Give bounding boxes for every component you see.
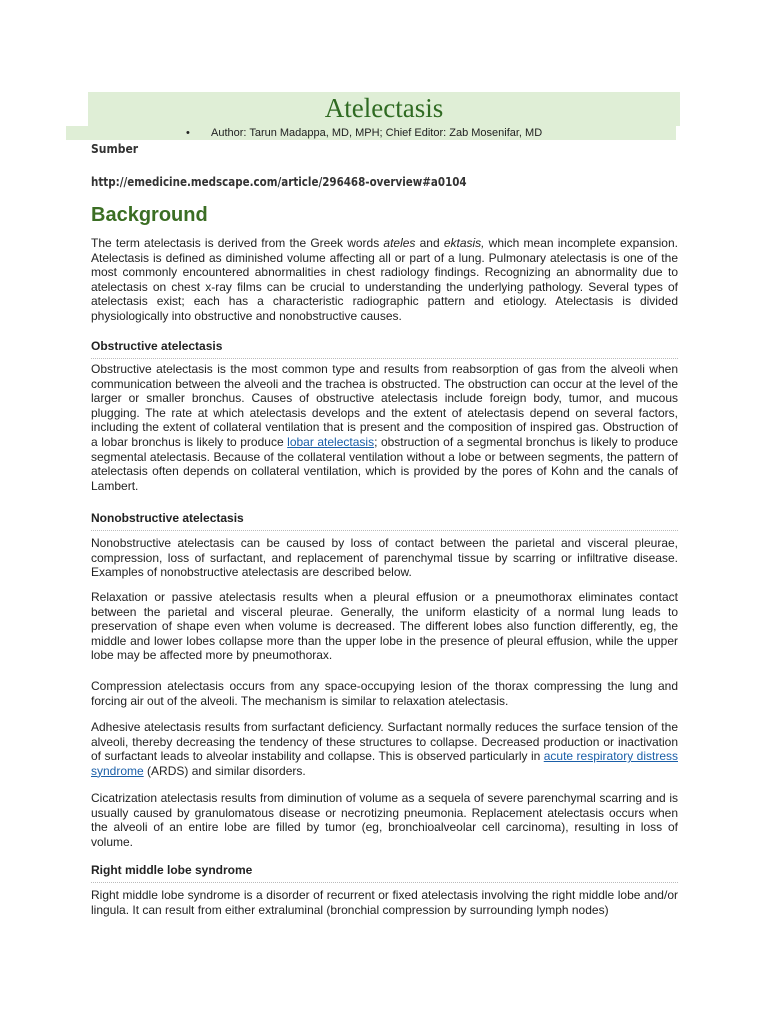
term-ateles: ateles [383,236,416,250]
nonobstructive-heading: Nonobstructive atelectasis [91,511,678,531]
background-paragraph: The term atelectasis is derived from the Greek words ateles and ektasis, which mean incomplete expansion. Atelectasis is defined as diminished volume affecting all or part of a lung. Pulmonary atelectasis is one of the most commonly encountered abnormalities in chest radiology findings. Recognizing an abnormality due to atelectasis on chest x-ray films can be crucial to understanding the underlying pathology. Several types of atelectasis exist; each has a characteristic radiographic pattern and etiology. Atelectasis is divided physiologically into obstructive and nonobstructive causes. [91,236,678,323]
bullet-icon: • [186,127,190,139]
obstructive-heading: Obstructive atelectasis [91,339,678,359]
rml-paragraph: Right middle lobe syndrome is a disorder of recurrent or fixed atelectasis involving the right middle lobe and/or lingula. It can result from either extraluminal (bronchial compression by surrounding lymph nodes) [91,888,678,917]
background-heading: Background [91,204,208,226]
ards-link[interactable]: acute respiratory distress syndrome [91,749,678,778]
compression-paragraph: Compression atelectasis occurs from any space-occupying lesion of the thorax compressing the lung and forcing air out of the alveoli. The mechanism is similar to relaxation atelectasis. [91,679,678,708]
source-label: Sumber [91,142,139,156]
obstructive-paragraph: Obstructive atelectasis is the most common type and results from reabsorption of gas from the alveoli when communication between the alveoli and the trachea is obstructed. The obstruction can occur at the level of the larger or smaller bronchus. Causes of obstructive atelectasis include foreign body, tumor, and mucous plugging. The rate at which atelectasis develops and the extent of atelectasis depend on several factors, including the extent of collateral ventilation that is present and the composition of inspired gas. Obstruction of a lobar bronchus is likely to produce lobar atelectasis; obstruction of a segmental bronchus is likely to produce segmental atelectasis. Because of the collateral ventilation without a lobe or between segments, the pattern of atelectasis often depends on collateral ventilation, which is provided by the pores of Kohn and the canals of Lambert. [91,362,679,493]
adhesive-paragraph: Adhesive atelectasis results from surfactant deficiency. Surfactant normally reduces the surface tension of the alveoli, thereby decreasing the tendency of these structures to collapse. Decreased production or inactivation of surfactant leads to alveolar instability and collapse. This is observed particularly in acute respiratory distress syndrome (ARDS) and similar disorders. [91,720,678,778]
cicatrization-paragraph: Cicatrization atelectasis results from diminution of volume as a sequela of severe parenchymal scarring and is usually caused by granulomatous disease or necrotizing pneumonia. Replacement atelectasis occurs when the alveoli of an entire lobe are filled by tumor (eg, bronchioalveolar cell carcinoma), resulting in loss of volume. [91,791,678,849]
rml-heading: Right middle lobe syndrome [91,863,678,883]
source-url: http://emedicine.medscape.com/article/296468-overview#a0104 [91,175,467,189]
lobar-atelectasis-link[interactable]: lobar atelectasis [287,434,375,449]
nonobstructive-paragraph-1: Nonobstructive atelectasis can be caused by loss of contact between the parietal and visceral pleurae, compression, loss of surfactant, and replacement of parenchymal tissue by scarring or infiltrative disease. Examples of nonobstructive atelectasis are described below. [91,536,678,580]
page-title: Atelectasis [324,93,444,123]
author-line: Author: Tarun Madappa, MD, MPH; Chief Editor: Zab Mosenifar, MD [211,127,543,139]
relaxation-paragraph: Relaxation or passive atelectasis results when a pleural effusion or a pneumothorax eliminates contact between the parietal and visceral pleurae. Generally, the uniform elasticity of a normal lung leads to preservation of shape even when volume is decreased. The different lobes also function differently, eg, the middle and lower lobes collapse more than the upper lobe in the presence of pleural effusion, while the upper lobe may be affected more by pneumothorax. [91,590,678,663]
term-ektasis: ektasis, [443,236,485,250]
